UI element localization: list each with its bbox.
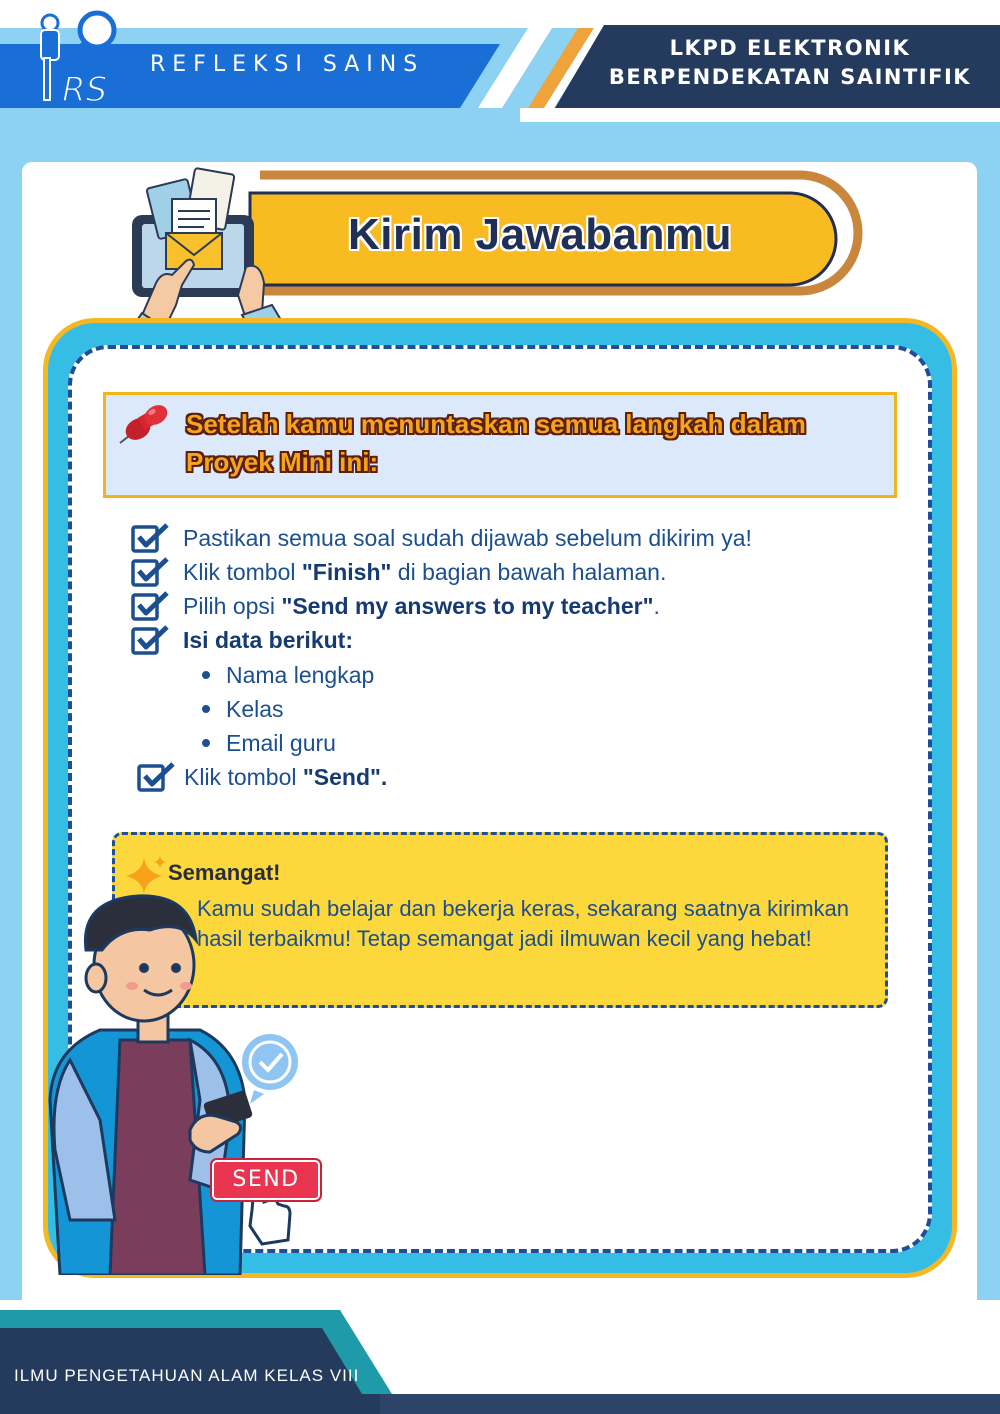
page-title: Kirim Jawabanmu [347, 210, 733, 259]
pushpin-icon [116, 403, 172, 447]
step-item [130, 555, 666, 589]
bullet-dot [202, 671, 210, 679]
list-item [202, 726, 336, 760]
step-item [136, 760, 387, 794]
student-illustration [40, 890, 340, 1275]
module-title-line1: LKPD ELEKTRONIK [669, 36, 911, 60]
intro-line2: Proyek Mini ini: [186, 447, 379, 477]
checkbox-checked-icon [130, 522, 170, 554]
footer-background [0, 1300, 1000, 1414]
intro-text [186, 405, 846, 481]
bullet-dot [202, 705, 210, 713]
step-text: Isi data berikut: [183, 626, 353, 653]
list-item-text: Nama lengkap [226, 661, 375, 688]
bullet-dot [202, 739, 210, 747]
module-title-line2: BERPENDEKATAN SAINTIFIK [608, 65, 972, 89]
logo-letters: RS [62, 70, 108, 108]
step-item [130, 521, 752, 555]
checkbox-checked-icon [130, 590, 170, 622]
checkbox-checked-icon [136, 761, 176, 793]
footer-subject: ILMU PENGETAHUAN ALAM KELAS VIII [14, 1366, 360, 1385]
send-button[interactable]: SEND [212, 1160, 320, 1200]
checkbox-checked-icon [130, 624, 170, 656]
list-item [202, 692, 284, 726]
step-item [130, 623, 353, 657]
logo-icon [32, 8, 137, 108]
motivation-title: Semangat! [168, 860, 281, 885]
step-text: Klik tombol "Send". [184, 763, 388, 790]
step-text: Pilih opsi "Send my answers to my teacher". [183, 592, 660, 619]
intro-line1: Setelah kamu menuntaskan semua langkah dalam [186, 409, 806, 439]
step-text: Pastikan semua soal sudah dijawab sebelum dikirim ya! [183, 524, 752, 551]
motivation-text: Kamu sudah belajar dan bekerja keras, sekarang saatnya kirimkan hasil terbaikmu! Tetap semangat jadi ilmuwan kecil yang hebat! [197, 896, 849, 951]
step-text: Klik tombol "Finish" di bagian bawah halaman. [183, 558, 667, 585]
module-title [590, 34, 990, 92]
list-item-text: Kelas [226, 695, 284, 722]
page-header [0, 0, 1000, 130]
list-item [202, 658, 374, 692]
checkbox-checked-icon [130, 556, 170, 588]
brand-name: REFLEKSI SAINS [150, 52, 425, 77]
list-item-text: Email guru [226, 729, 336, 756]
step-item [130, 589, 660, 623]
